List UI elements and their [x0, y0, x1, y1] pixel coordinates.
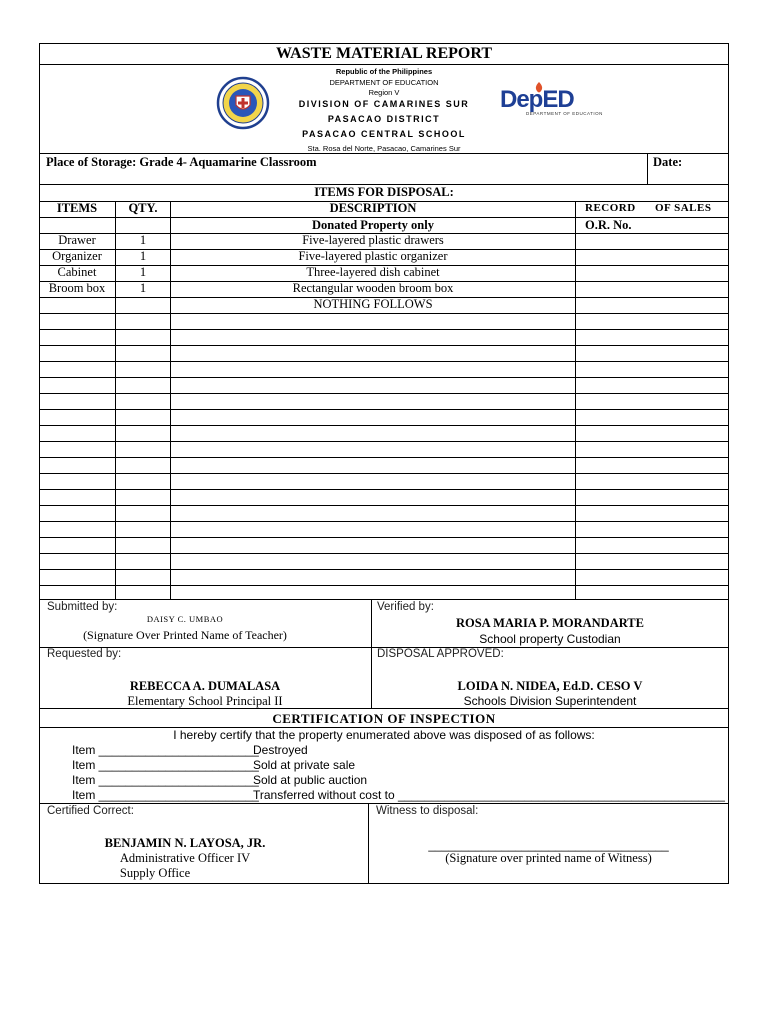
- cert-item-outcome: Sold at public auction: [253, 773, 368, 787]
- disposal-approved-title: Schools Division Superintendent: [463, 694, 637, 708]
- deped-wordmark-logo: DepED DEPARTMENT OF EDUCATION: [500, 82, 590, 122]
- item-quantity: 1: [139, 281, 147, 295]
- witness-signature-line[interactable]: ____________________________________: [428, 838, 669, 852]
- column-qty: QTY.: [128, 201, 158, 215]
- requested-by-title: Elementary School Principal II: [127, 694, 283, 708]
- table-row-divider: [39, 425, 729, 426]
- cert-item-line[interactable]: Item ________________________: [72, 788, 259, 802]
- disposal-approved-name: LOIDA N. NIDEA, Ed.D. CESO V: [457, 679, 643, 693]
- table-row-divider: [39, 393, 729, 394]
- column-record: RECORD: [585, 202, 636, 214]
- table-row-divider: [39, 585, 729, 586]
- verified-by-title: School property Custodian: [479, 632, 621, 646]
- witness-label: Witness to disposal:: [376, 805, 479, 817]
- item-name: Organizer: [52, 249, 102, 263]
- item-quantity: 1: [139, 233, 147, 247]
- verified-by-label: Verified by:: [377, 601, 434, 613]
- storage-location: Place of Storage: Grade 4- Aquamarine Classroom: [46, 155, 317, 169]
- table-row-divider: [39, 569, 729, 570]
- table-row-divider: [39, 441, 729, 442]
- column-of-sales: OF SALES: [655, 202, 712, 214]
- table-row-divider: [39, 521, 729, 522]
- table-row-divider: [39, 361, 729, 362]
- donated-property-note: Donated Property only: [312, 218, 434, 232]
- certification-heading: CERTIFICATION OF INSPECTION: [272, 711, 496, 726]
- item-name: Broom box: [48, 281, 106, 295]
- header-region: Region V: [368, 88, 400, 97]
- cert-item-line[interactable]: Item ________________________: [72, 743, 259, 757]
- certified-correct-label: Certified Correct:: [47, 805, 134, 817]
- submitted-by-label: Submitted by:: [47, 601, 118, 613]
- item-quantity: 1: [139, 265, 147, 279]
- report-title: WASTE MATERIAL REPORT: [275, 45, 493, 62]
- table-column-divider: [575, 201, 576, 599]
- column-or-no: O.R. No.: [585, 218, 632, 232]
- certified-correct-title: Administrative Officer IV: [119, 851, 251, 865]
- cert-item-outcome: Sold at private sale: [253, 758, 356, 772]
- certified-correct-office: Supply Office: [119, 866, 191, 880]
- header-department: DEPARTMENT OF EDUCATION: [329, 78, 439, 87]
- table-row-divider: [39, 537, 729, 538]
- item-description: Rectangular wooden broom box: [292, 281, 454, 295]
- date-label: Date:: [653, 155, 683, 169]
- cert-item-line[interactable]: Item ________________________: [72, 758, 259, 772]
- column-items: ITEMS: [56, 201, 98, 215]
- header-district: PASACAO DISTRICT: [327, 114, 441, 124]
- cert-item-outcome: Transferred without cost to _________________________________________________: [253, 788, 725, 802]
- header-school: PASACAO CENTRAL SCHOOL: [302, 129, 466, 139]
- table-row-divider: [39, 345, 729, 346]
- table-row-divider: [39, 473, 729, 474]
- column-description: DESCRIPTION: [329, 201, 417, 215]
- item-name: Drawer: [58, 233, 96, 247]
- table-row-divider: [39, 457, 729, 458]
- table-row-divider: [39, 377, 729, 378]
- disposal-approved-label: DISPOSAL APPROVED:: [377, 648, 504, 660]
- table-row-divider: [39, 329, 729, 330]
- cert-item-line[interactable]: Item ________________________: [72, 773, 259, 787]
- table-row-divider: [39, 553, 729, 554]
- witness-caption: (Signature over printed name of Witness): [445, 851, 652, 865]
- items-section-heading: ITEMS FOR DISPOSAL:: [314, 185, 454, 199]
- header-division: DIVISION OF CAMARINES SUR: [298, 99, 470, 109]
- table-row-divider: [39, 505, 729, 506]
- item-description: Three-layered dish cabinet: [306, 265, 440, 279]
- requested-by-name: REBECCA A. DUMALASA: [129, 679, 281, 693]
- header-address: Sta. Rosa del Norte, Pasacao, Camarines Sur: [307, 144, 461, 153]
- certified-correct-name: BENJAMIN N. LAYOSA, JR.: [104, 836, 266, 850]
- certification-statement: I hereby certify that the property enumerated above was disposed of as follows:: [173, 728, 595, 742]
- item-name: Cabinet: [57, 265, 97, 279]
- table-row-divider: [39, 313, 729, 314]
- submitted-by-name: DAISY C. UMBAO: [146, 614, 224, 624]
- table-row-divider: [39, 409, 729, 410]
- item-description: Five-layered plastic organizer: [298, 249, 448, 263]
- item-description: NOTHING FOLLOWS: [313, 297, 433, 311]
- table-row-divider: [39, 489, 729, 490]
- item-description: Five-layered plastic drawers: [302, 233, 444, 247]
- header-republic: Republic of the Philippines: [335, 67, 433, 76]
- cert-item-outcome: Destroyed: [253, 743, 308, 757]
- verified-by-name: ROSA MARIA P. MORANDARTE: [455, 616, 644, 630]
- requested-by-label: Requested by:: [47, 648, 122, 660]
- submitted-by-caption: (Signature Over Printed Name of Teacher): [83, 628, 287, 642]
- item-quantity: 1: [139, 249, 147, 263]
